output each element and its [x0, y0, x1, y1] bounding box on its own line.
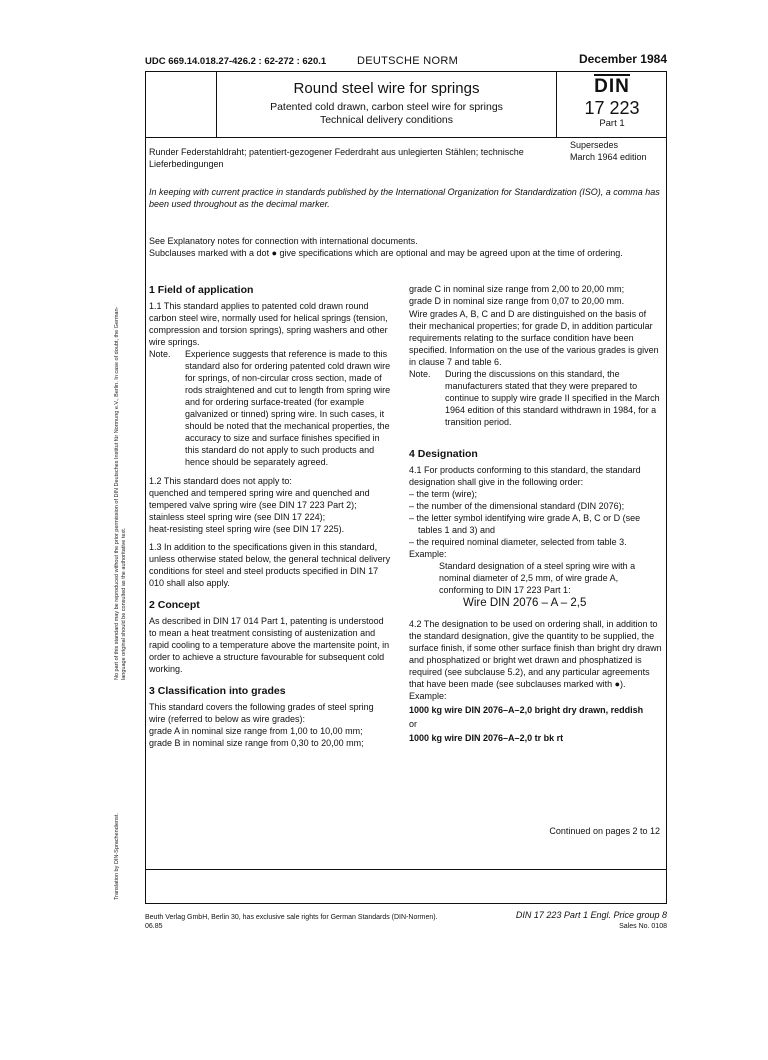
- norm-label: DEUTSCHE NORM: [357, 55, 459, 67]
- din-logo: DIN: [594, 76, 630, 97]
- grade-a: grade A in nominal size range from 1,00 to 10,00 mm;: [149, 726, 363, 736]
- clause-4-2: 4.2 The designation to be used on ordering shall, in addition to the standard designation, give the quantity to be supplied, the surface finish, if some other surface finish than bright dry drawn and phosphatized or bright wet drawn and phosphatized is required (see subclause 5.2), and any particular agreements that have been made (see subclauses marked with ●).: [409, 619, 662, 689]
- footer-rule: [145, 869, 667, 870]
- sales-number: Sales No. 0108: [619, 923, 667, 930]
- note-2-text: During the discussions on this standard, the manufacturers stated that they were prepared to continue to supply wire grade II specified in the March 1964 edition of this standard withdrawn in 1984, for a transition period.: [445, 369, 660, 427]
- iso-note: In keeping with current practice in standards published by the International Organization for Standardization (ISO), a comma has been used throughout as the decimal marker.: [149, 187, 660, 209]
- grades-text: Wire grades A, B, C and D are distinguished on the basis of their mechanical properties; for grade D, in addition particular requirements relating to the surface condition have been specified. Information on the use of the various grades is given in clause 7 and table 6.: [409, 309, 659, 367]
- issue-date: December 1984: [578, 52, 667, 66]
- supersedes-label: Supersedes: [570, 140, 619, 150]
- section-2-text: As described in DIN 17 014 Part 1, patenting is understood to mean a heat treatment consisting of austenization and rapid cooling to a temperature above the martensite point, in order to achieve a structure favourable for subsequent cold working.: [149, 616, 390, 674]
- footer-code: 06.85: [145, 923, 163, 930]
- grade-b: grade B in nominal size range from 0,30 to 20,00 mm;: [149, 738, 364, 748]
- clause-1-2-a: quenched and tempered spring wire and quenched and tempered valve spring wire (see DIN 17 223 Part 2);: [149, 488, 370, 510]
- din-block: [557, 74, 667, 129]
- designation-item-4: – the required nominal diameter, selected from table 3.: [409, 537, 627, 547]
- note-1-text: Experience suggests that reference is made to this standard also for ordering patented cold drawn wire for springs, of non-circular cross section, made of rods straightened and cut to length from spring wire and for ordering surface-treated (for example galvanized or tinned) spring wire. In such cases, it should be noted that the mechanical properties, the accuracy to size and surface finishes specified in this standard do not apply to such products and hence should be separately agreed.: [185, 349, 391, 467]
- publisher-text: Beuth Verlag GmbH, Berlin 30, has exclusive sale rights for German Standards (DIN-Normen).: [145, 914, 438, 921]
- header-bar: [145, 52, 667, 72]
- example-designation: Wire DIN 2076 – A – 2,5: [463, 597, 587, 609]
- margin-copyright: [108, 300, 136, 700]
- example-text: Standard designation of a steel spring wire with a nominal diameter of 2,5 mm, of wire grade A, conforming to DIN 17 223 Part 1:: [439, 561, 636, 595]
- designation-item-1: – the term (wire);: [409, 489, 478, 499]
- udc-code: UDC 669.14.018.27-426.2 : 62-272 : 620.1: [145, 56, 327, 67]
- explanatory-line-1: See Explanatory notes for connection with international documents.: [149, 236, 418, 246]
- subtitle-line-1: Patented cold drawn, carbon steel wire for springs: [270, 101, 503, 113]
- footer-publisher: [145, 913, 438, 931]
- margin-translation: [114, 813, 144, 1060]
- clause-1-3: 1.3 In addition to the specifications given in this standard, unless otherwise stated below, the general technical delivery conditions for steel and steel products specified in DIN 17 010 shall also apply.: [149, 542, 391, 588]
- section-3-heading: 3 Classification into grades: [149, 685, 286, 697]
- left-column: [149, 284, 392, 749]
- document-subtitle: [217, 101, 556, 127]
- order-example-1: 1000 kg wire DIN 2076–A–2,0 bright dry drawn, reddish: [409, 705, 644, 715]
- clause-1-1: 1.1 This standard applies to patented cold drawn round carbon steel wire, normally used for helical springs (tension, compression and torsion springs), spring washers and other wire springs.: [149, 301, 388, 347]
- footer-reference: DIN 17 223 Part 1 Engl. Price group 8: [515, 910, 667, 920]
- supersedes-edition: March 1964 edition: [570, 152, 647, 162]
- supersedes-block: [570, 139, 666, 163]
- clause-1-2-c: heat-resisting steel spring wire (see DIN 17 225).: [149, 524, 345, 534]
- clause-4-1: 4.1 For products conforming to this standard, the standard designation shall give in the following order:: [409, 465, 641, 487]
- right-column: [409, 283, 664, 744]
- section-2-heading: 2 Concept: [149, 599, 200, 611]
- translation-notice: Translation by DIN-Sprachendienst.: [114, 813, 120, 900]
- designation-item-3: – the letter symbol identifying wire grade A, B, C or D (see tables 1 and 3) and: [409, 513, 641, 535]
- din-number: 17 223: [584, 98, 640, 118]
- note-2-label: Note.: [409, 369, 431, 379]
- note-2: [409, 368, 664, 428]
- subtitle-line-2: Technical delivery conditions: [319, 114, 454, 126]
- document-title: Round steel wire for springs: [293, 80, 480, 97]
- din-part: Part 1: [599, 118, 625, 129]
- explanatory-line-2: Subclauses marked with a dot ● give specifications which are optional and may be agreed upon at the time of ordering.: [149, 248, 623, 258]
- continued-note: Continued on pages 2 to 12: [549, 826, 660, 836]
- section-4-heading: 4 Designation: [409, 448, 478, 460]
- clause-1-2-b: stainless steel spring wire (see DIN 17 224);: [149, 512, 326, 522]
- example-2-label: Example:: [409, 691, 447, 701]
- grade-d: grade D in nominal size range from 0,07 to 20,00 mm.: [409, 296, 625, 306]
- section-3-text: This standard covers the following grades of steel spring wire (referred to below as wire grades):: [149, 702, 374, 724]
- example-label: Example:: [409, 549, 447, 559]
- explanatory-notes: [149, 235, 664, 259]
- german-title: Runder Federstahldraht; patentiert-gezogener Federdraht aus unlegierten Stählen; technische Lieferbedingungen: [149, 147, 524, 169]
- section-1-heading: 1 Field of application: [149, 284, 254, 296]
- clause-1-2: 1.2 This standard does not apply to:: [149, 476, 292, 486]
- grade-c: grade C in nominal size range from 2,00 to 20,00 mm;: [409, 284, 625, 294]
- order-example-2: 1000 kg wire DIN 2076–A–2,0 tr bk rt: [409, 733, 564, 743]
- order-example-or: or: [409, 719, 418, 729]
- copyright-notice: No part of this standard may be reproduced without the prior permission of DIN Deutsches Institut für Normung e.V., Berlin. In case of doubt, the German-language original should be consulted as the authoritative text.: [114, 306, 127, 680]
- note-1-label: Note.: [149, 349, 171, 359]
- designation-item-2: – the number of the dimensional standard (DIN 2076);: [409, 501, 625, 511]
- note-1: [149, 348, 392, 468]
